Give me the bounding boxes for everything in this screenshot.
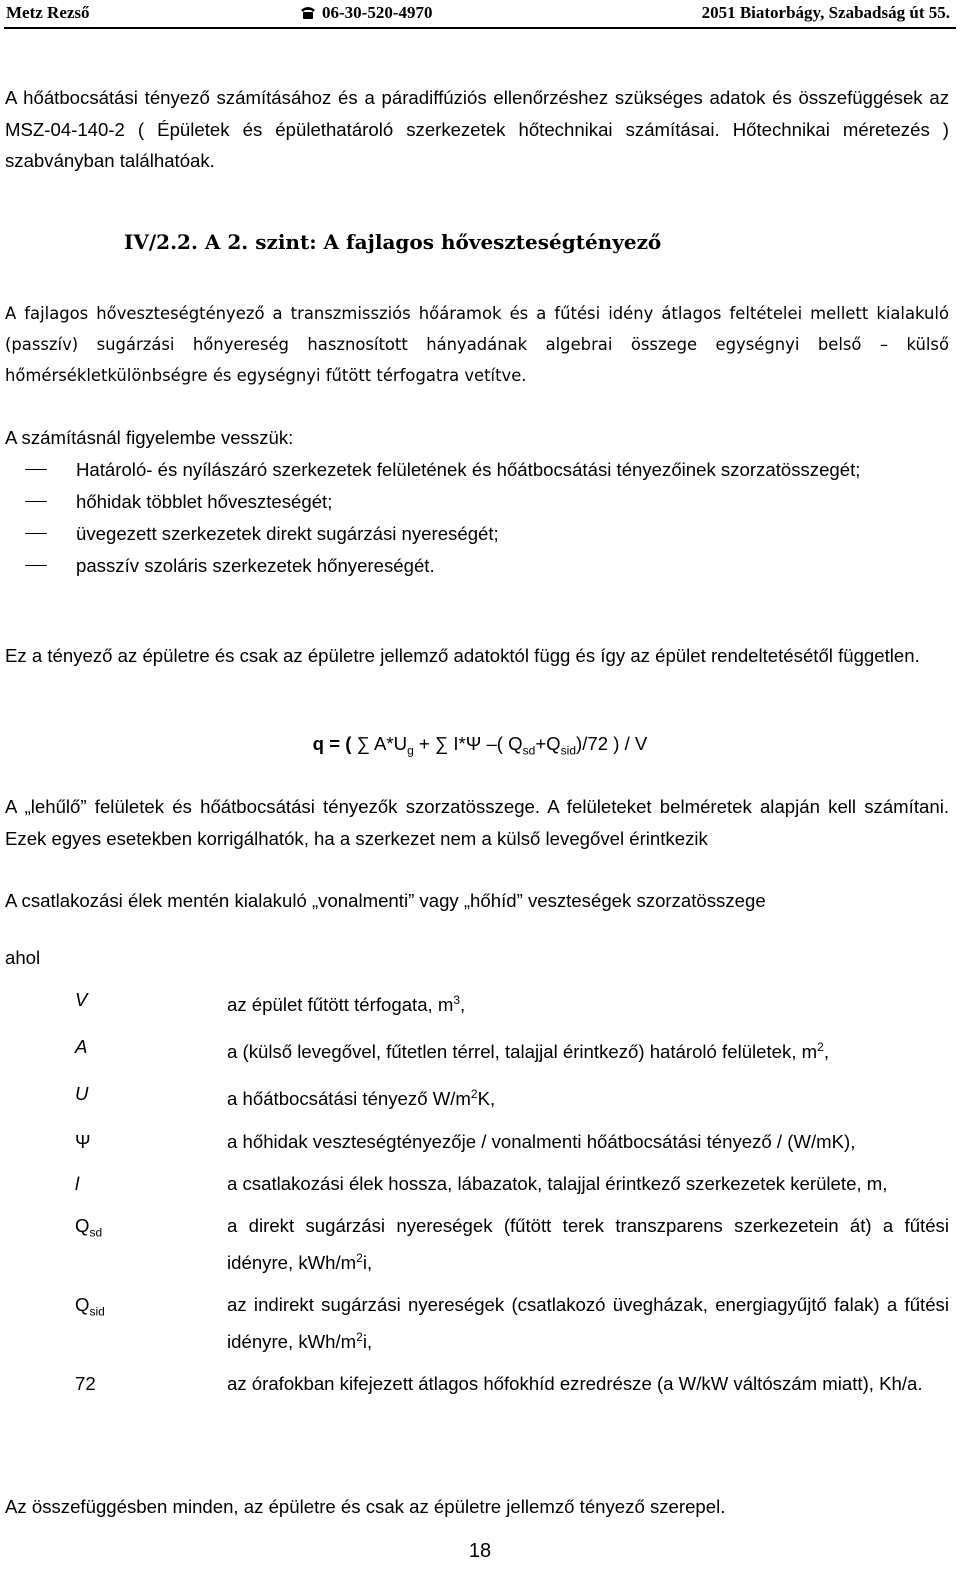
- phone-icon: [300, 5, 316, 20]
- formula-q: q = (: [312, 733, 352, 754]
- definition-row: [5, 1210, 949, 1279]
- definition-row: [5, 1289, 949, 1358]
- where-label: ahol: [5, 947, 41, 968]
- definitions: [5, 942, 949, 1410]
- page-number: 18: [468, 1540, 492, 1562]
- def-description: az épület fűtött térfogata, $m^3$,: [227, 993, 466, 1016]
- def-symbol: Ψ: [75, 1130, 91, 1152]
- phone-number: 06-30-520-4970: [322, 3, 433, 22]
- def-symbol: $Q_{sd}$: [75, 1214, 103, 1240]
- def-symbol: V: [75, 989, 88, 1010]
- dash-bullet: [25, 501, 47, 502]
- formula-sub: sd: [522, 743, 536, 758]
- definition-row: [5, 984, 949, 1021]
- independence-paragraph: Ez a tényező az épületre és csak az épületre jellemző adatoktól függ és így az épület rendeltetésétől független.: [5, 645, 920, 666]
- address: 2051 Biatorbágy, Szabadság út 55.: [701, 3, 950, 22]
- def-description: a hőhidak veszteségtényezője / vonalmenti hőátbocsátási tényező / (W/mK),: [227, 1130, 856, 1152]
- dash-bullet: [25, 565, 47, 566]
- formula-sub: g: [407, 743, 414, 758]
- header-rule: [4, 27, 956, 29]
- def-description: a csatlakozási élek hossza, lábazatok, talajjal érintkező szerkezetek kerülete, m,: [227, 1172, 888, 1194]
- formula-part: )/72 ) / V: [576, 733, 648, 754]
- section-heading: IV/2.2. A 2. szint: A fajlagos hőveszteségtényező: [124, 230, 662, 254]
- list-item-text: hőhidak többlet hőveszteségét;: [76, 491, 333, 512]
- formula: [0, 733, 960, 758]
- formula-sub: sid: [560, 743, 576, 758]
- list-item: [5, 454, 949, 486]
- consider-intro: A számításnál figyelembe vesszük:: [5, 427, 294, 448]
- list-item-text: passzív szoláris szerkezetek hőnyereségét.: [76, 555, 435, 576]
- def-symbol: l: [75, 1172, 80, 1194]
- definition-row: [5, 1368, 949, 1400]
- def-description: a direkt sugárzási nyereségek (fűtött terek transzparens szerkezetein át) a fűtési idényre, kWh/$m^2i$,: [227, 1214, 949, 1273]
- notes-paragraph-2: A csatlakozási élek mentén kialakuló „vonalmenti” vagy „hőhíd” veszteségek szorzatösszege: [5, 890, 766, 911]
- notes-paragraph-1: A „lehűlő” felületek és hőátbocsátási tényezők szorzatösszege. A felületeket belméretek alapján kell számítani. Ezek egyes esetekben korrigálhatók, ha a szerkezet nem a külső levegővel érintkezik: [5, 796, 949, 849]
- closing-paragraph: Az összefüggésben minden, az épületre és csak az épületre jellemző tényező szerepel.: [5, 1496, 726, 1517]
- formula-part: +Q: [535, 733, 561, 754]
- author-name: Metz Rezső: [6, 3, 90, 22]
- def-symbol: A: [75, 1036, 88, 1058]
- formula-part: ∑ A*U: [351, 733, 408, 754]
- def-description: a (külső levegővel, fűtetlen térrel, talajjal érintkező) határoló felületek, $m^2$,: [227, 1040, 829, 1063]
- dash-bullet: [25, 469, 47, 470]
- formula-part: + ∑ I*Ψ –( Q: [413, 733, 523, 754]
- definition-paragraph: A fajlagos hőveszteségtényező a transzmissziós hőáramok és a fűtési idény átlagos feltételei mellett kialakuló (passzív) sugárzási hőnyereség hasznosított hányadának algebrai összege egységnyi belső – külső hőmérsékletkülönbségre és egységnyi fűtött térfogatra vetítve.: [5, 304, 949, 385]
- def-symbol: 72: [75, 1372, 96, 1394]
- intro-paragraph: A hőátbocsátási tényező számításához és a páradiffúziós ellenőrzéshez szükséges adatok és összefüggések az MSZ-04-140-2 ( Épületek és épülethatároló szerkezetek hőtechnikai számításai. Hőtechnikai méretezés ) szabványban találhatóak.: [5, 87, 949, 171]
- def-description: az indirekt sugárzási nyereségek (csatlakozó üvegházak, energiagyűjtő falak) a fűtési idényre, kWh/$m^2i$,: [227, 1293, 949, 1352]
- page-header: [0, 0, 960, 32]
- def-symbol: U: [75, 1083, 89, 1105]
- list-item: [5, 518, 949, 550]
- definition-row: [5, 1078, 949, 1115]
- definition-row: [5, 1126, 949, 1158]
- definition-row: [5, 1168, 949, 1200]
- definition-row: [5, 1031, 949, 1068]
- list-item: [5, 486, 949, 518]
- list-item-text: üvegezett szerkezetek direkt sugárzási nyereségét;: [76, 523, 499, 544]
- list-item: [5, 550, 949, 582]
- def-symbol: $Q_{sid}$: [75, 1293, 105, 1319]
- consider-list: [5, 454, 949, 582]
- dash-bullet: [25, 533, 47, 534]
- phone-number-block: [300, 3, 432, 23]
- def-description: az órafokban kifejezett átlagos hőfokhíd ezredrésze (a W/kW váltószám miatt), Kh/a.: [227, 1372, 923, 1394]
- def-description: a hőátbocsátási tényező $W/m^2K$,: [227, 1087, 496, 1110]
- list-item-text: Határoló- és nyílászáró szerkezetek felületének és hőátbocsátási tényezőinek szorzatösszegét;: [76, 459, 861, 480]
